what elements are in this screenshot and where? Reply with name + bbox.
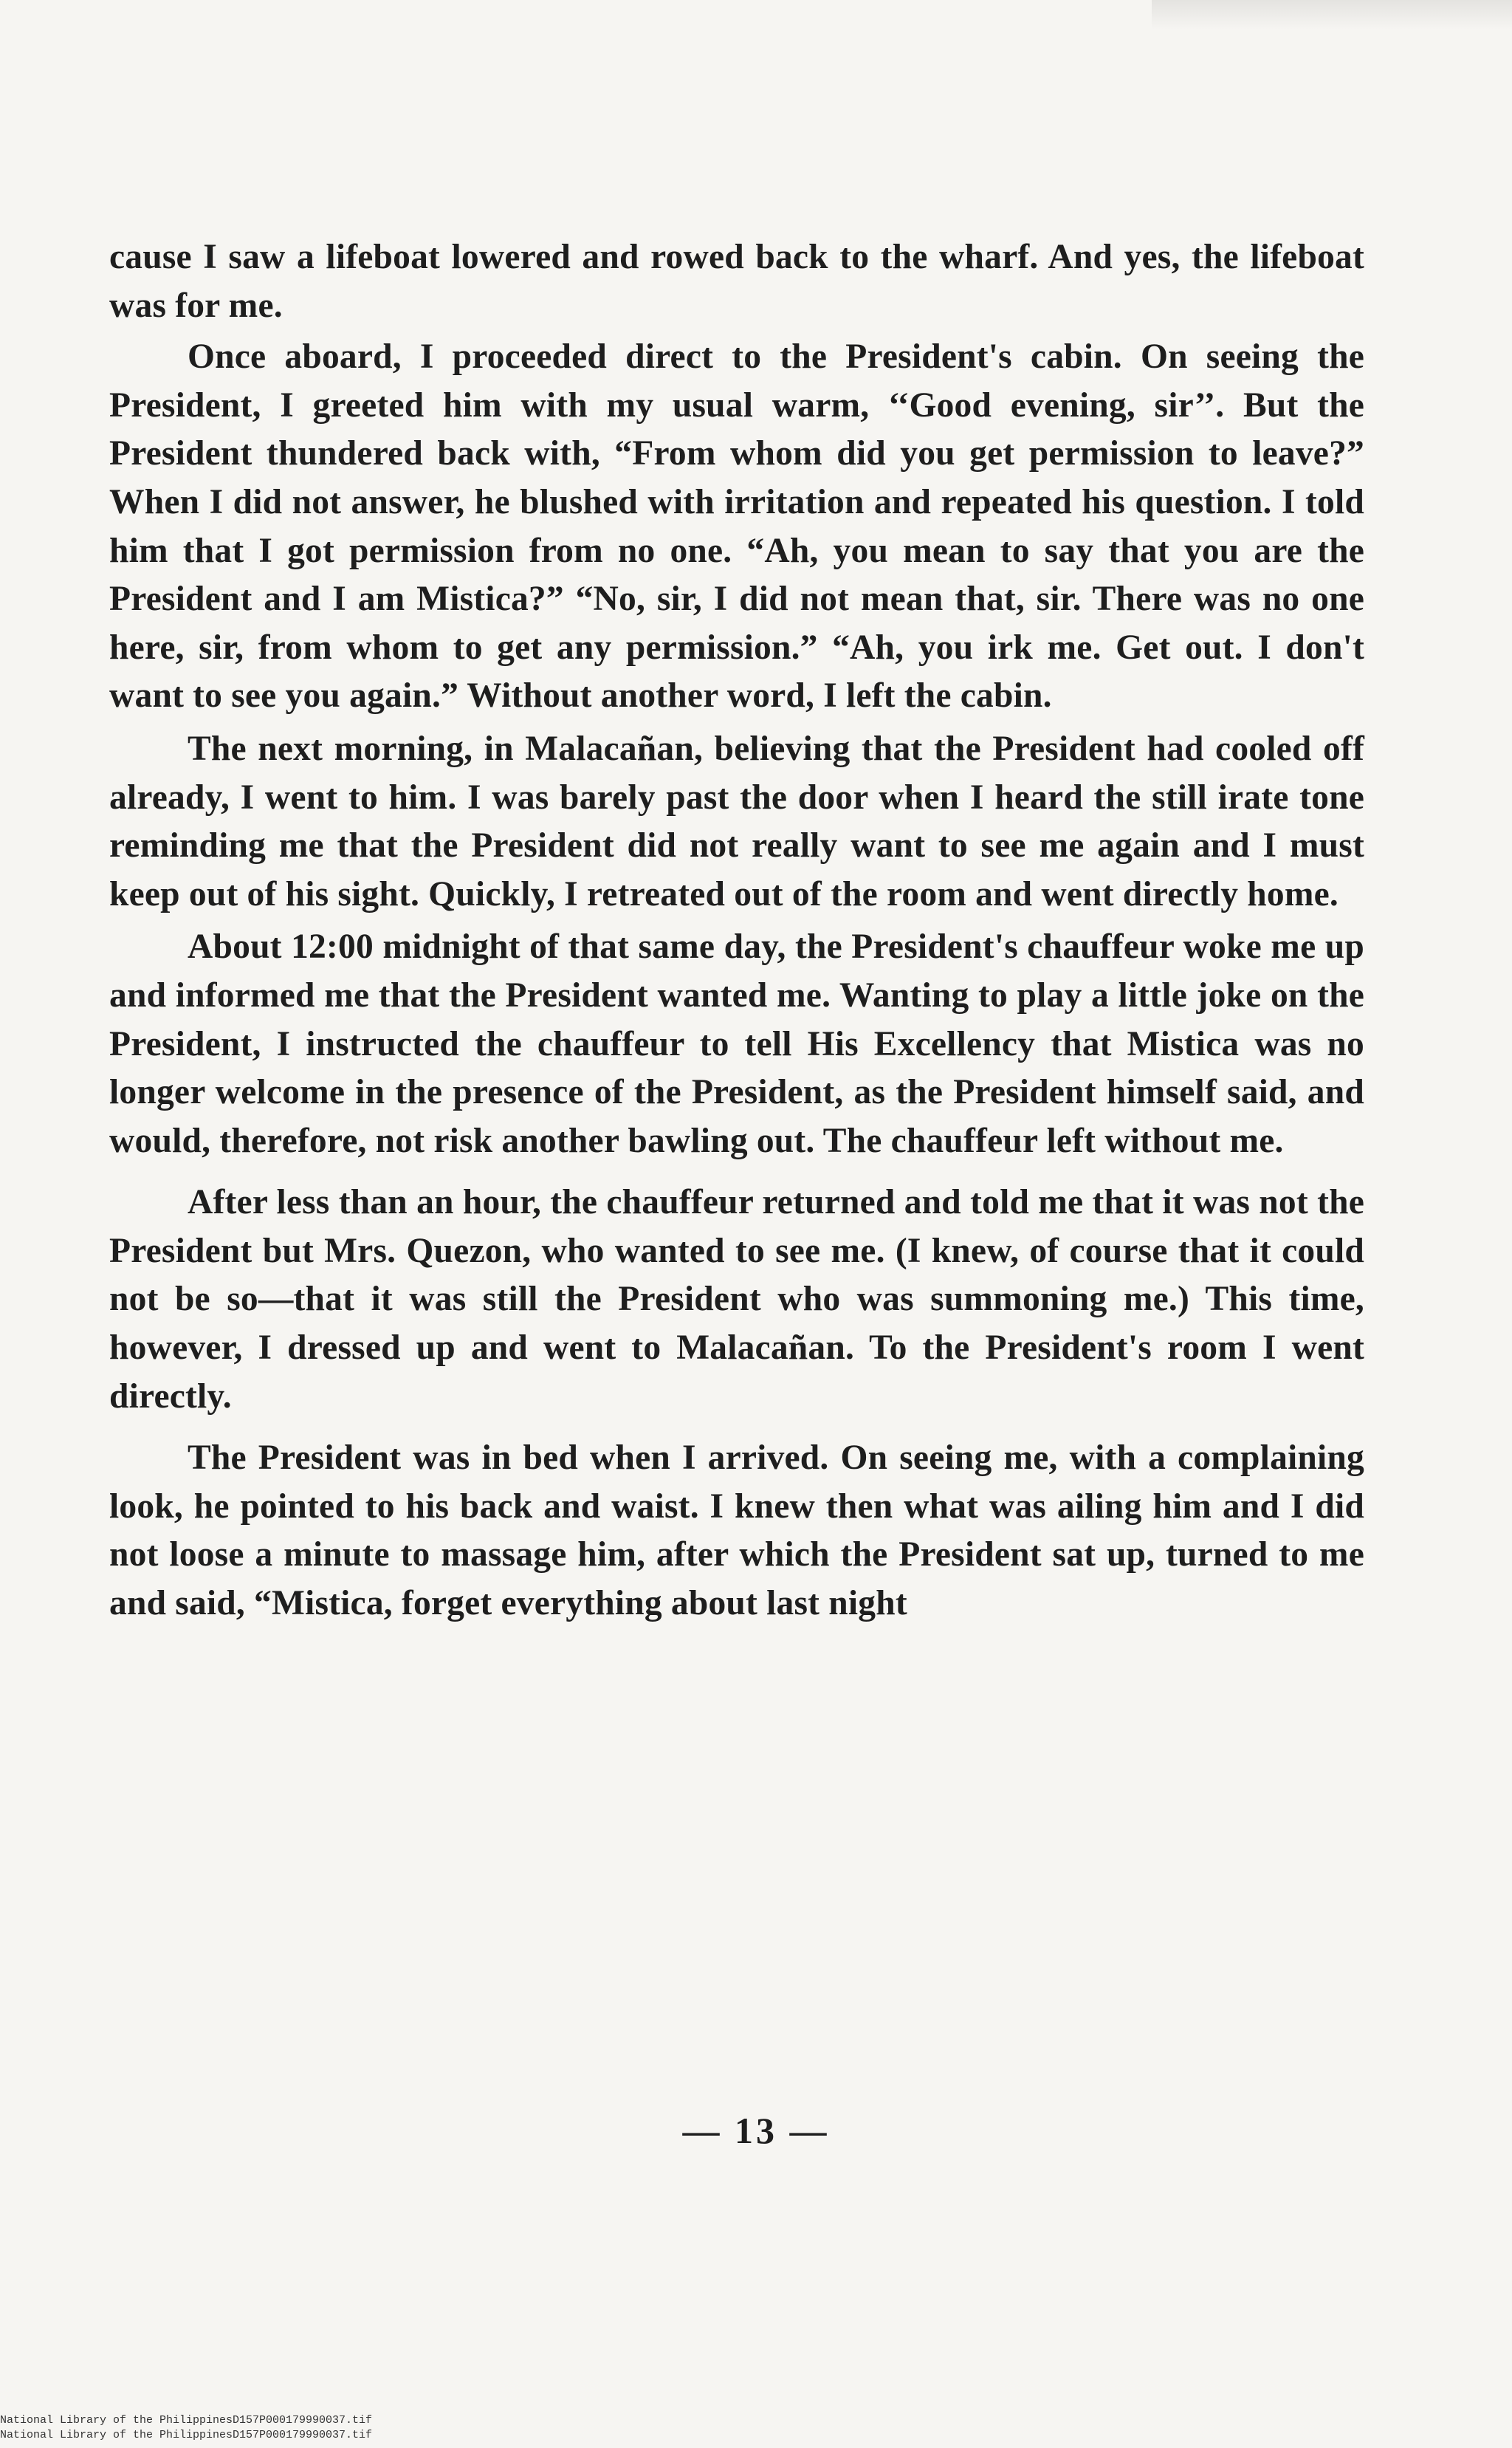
footer-library: National Library of the Philippines xyxy=(0,2414,233,2427)
paragraph-cabin: Once aboard, I proceeded direct to the President's cabin. On seeing the President, I greeted him with my usual warm, ‘‘Good evening, sir’’. But the President thundered back with, “From whom did you get permission to leave?” When I did not answer, he blushed with irritation and repeated his question. I told him that I got permission from no one. “Ah, you mean to say that you are the President and I am Mistica?” “No, sir, I did not mean that, sir. There was no one here, sir, from whom to get any permission.” “Ah, you irk me. Get out. I don't want to see you again.” Without another word, I left the cabin. xyxy=(109,337,1364,716)
footer-library: National Library of the Philippines xyxy=(0,2429,233,2441)
paragraph-in-bed: The President was in bed when I arrived. On seeing me, with a complaining look, he pointed to his back and waist. I knew then what was ailing him and I did not loose a minute to massage him, after which the President sat up, turned to me and said, “Mistica, forget everything about last night xyxy=(109,1439,1364,1623)
footer-line xyxy=(0,2428,372,2443)
scan-footer xyxy=(0,2413,372,2443)
paragraph-chauffeur-returned: After less than an hour, the chauffeur returned and told me that it was not the President but Mrs. Quezon, who wanted to see me. (I knew, of course that it could not be so—that it was still the President who was summoning me.) This time, however, I dressed up and went to Malacañan. To the President's room I went directly. xyxy=(109,1183,1364,1416)
page-number: — 13 — xyxy=(682,2110,830,2151)
scan-edge-shadow xyxy=(1152,0,1512,30)
footer-file: D157P000179990037.tif xyxy=(233,2429,373,2441)
footer-file: D157P000179990037.tif xyxy=(233,2414,373,2427)
paragraph-next-morning: The next morning, in Malacañan, believing that the President had cooled off already, I went to him. I was barely past the door when I heard the still irate tone reminding me that the President did not really want to see me again and I must keep out of his sight. Quickly, I retreated out of the room and went directly home. xyxy=(109,729,1364,913)
paragraph-midnight: About 12:00 midnight of that same day, the President's chauffeur woke me up and informed me that the President wanted me. Wanting to play a little joke on the President, I instructed the chauffeur to tell His Excellency that Mistica was no longer welcome in the presence of the President, as the President himself said, and would, therefore, not risk another bawling out. The chauffeur left without me. xyxy=(109,928,1364,1160)
paragraph-continuation: cause I saw a lifeboat lowered and rowed back to the wharf. And yes, the lifeboat was for me. xyxy=(109,238,1364,325)
body-text xyxy=(109,233,1364,1628)
footer-line xyxy=(0,2413,372,2428)
